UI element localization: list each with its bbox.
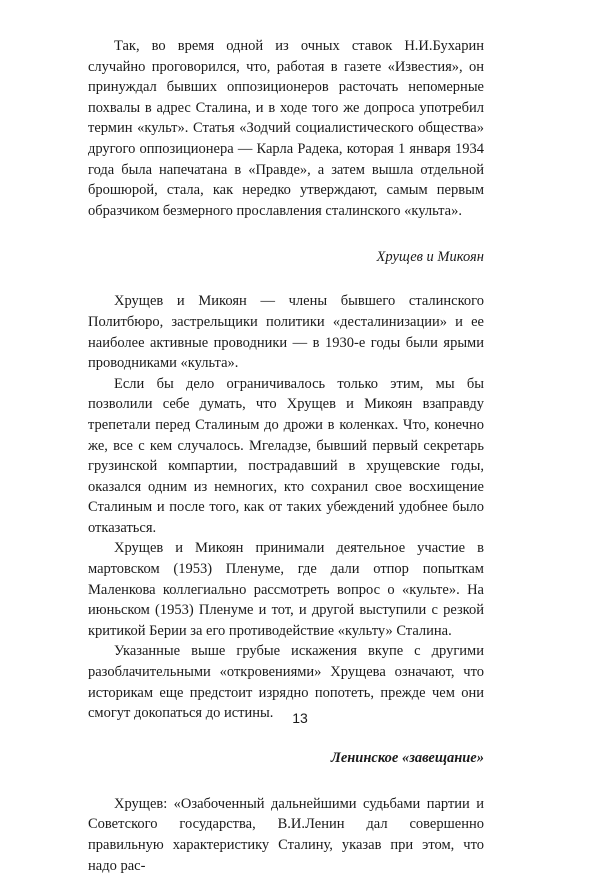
paragraph-politburo: Хрущев и Микоян — члены бывшего сталинского Политбюро, застрельщики политики «десталинизации» и ее наиболее активные проводники — в 1930-е годы были ярыми проводниками «культа». [88, 293, 484, 372]
paragraph-distortions: Указанные выше грубые искажения вкупе с другими разоблачительными «откровениями» Хрущева означают, что историкам еще предстоит изрядно попотеть, прежде чем они смогут докопаться до истины. [88, 643, 484, 722]
paragraph-bukharin: Так, во время одной из очных ставок Н.И.Бухарин случайно проговорился, что, работая в газете «Известия», он принуждал бывших оппозиционеров расточать непомерные похвалы в адрес Сталина, и в ходе того же допроса употребил термин «культ». Статья «Зодчий социалистического общества» другого оппозиционера — Карла Радека, которая 1 января 1934 года была напечатана в «Правде», а затем вышла отдельной брошюрой, стала, как нередко утверждают, самым первым образчиком безмерного прославления сталинского «культа». [88, 38, 484, 219]
paragraph-khrushchev-quote: Хрущев: «Озабоченный дальнейшими судьбами партии и Советского государства, В.И.Ленин дал совершенно правильную характеристику Сталину, указав при этом, что надо рас- [88, 795, 484, 874]
page-body [88, 36, 484, 876]
paragraph-trembling: Если бы дело ограничивалось только этим, мы бы позволили себе думать, что Хрущев и Микоян взаправду трепетали перед Сталиным до дрожи в коленках. Что, конечно же, все с кем случалось. Мгеладзе, бывший первый секретарь грузинской компартии, пострадавший в хрущевские годы, оказался одним из немногих, кто сохранил свое восхищение Сталиным и после того, как от таких убеждений удобнее было отказаться. [88, 375, 484, 536]
paragraph-plenum: Хрущев и Микоян принимали деятельное участие в мартовском (1953) Пленуме, где дали отпор попыткам Маленкова коллегиально рассмотреть вопрос о «культе». На июньском (1953) Пленуме и тот, и другой выступили с резкой критикой Берии за его противодействие «культу» Сталина. [88, 540, 484, 639]
section-heading-lenin-testament: Ленинское «завещание» [330, 749, 484, 766]
section-heading-khrushchev-mikoyan: Хрущев и Микоян [376, 249, 484, 266]
page-number: 13 [292, 710, 308, 726]
